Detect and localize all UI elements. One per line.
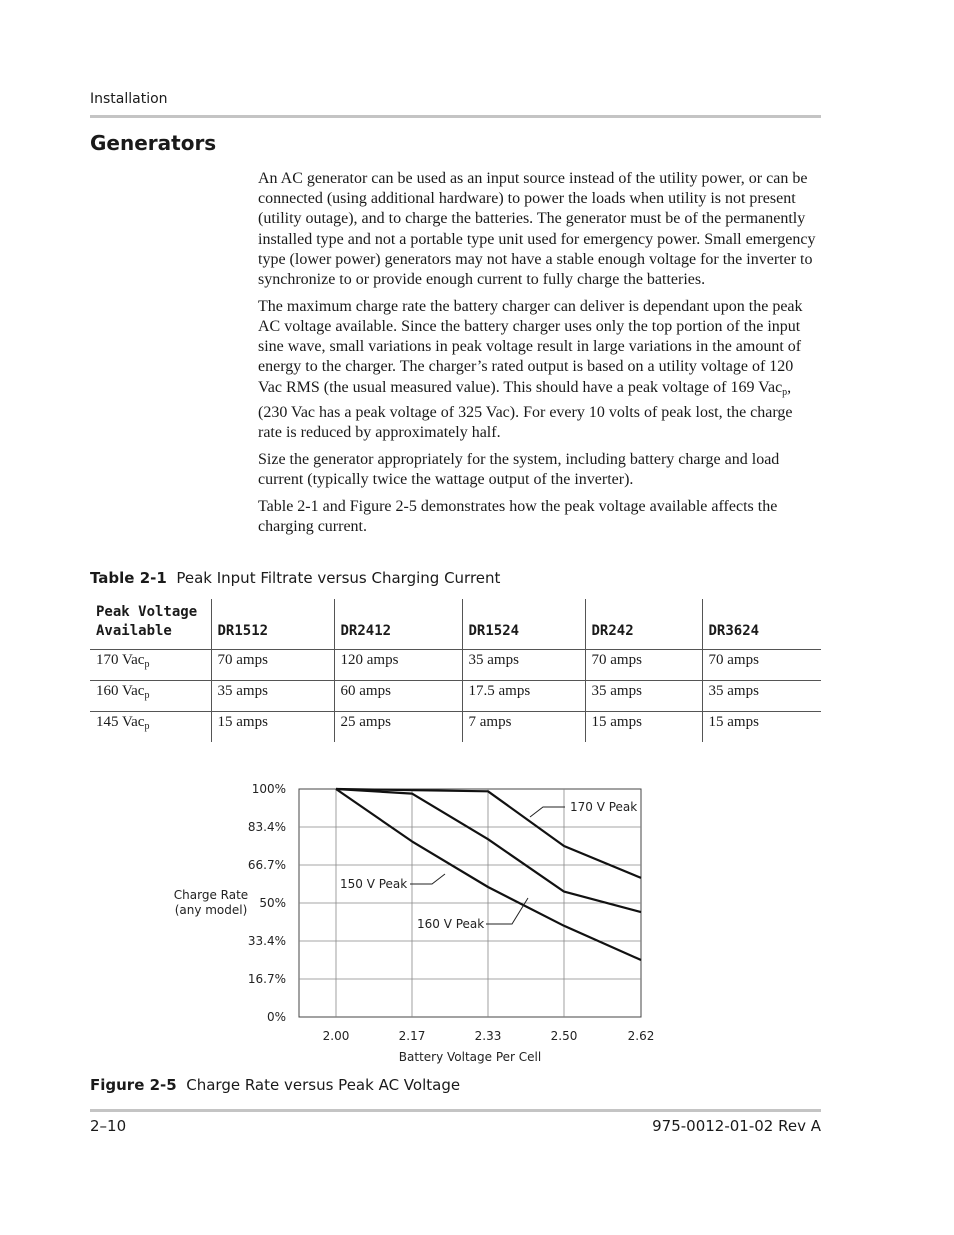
paragraph: Table 2-1 and Figure 2-5 demonstrates how the peak voltage available affects the charging current. bbox=[258, 497, 778, 535]
x-tick-label: 2.17 bbox=[398, 1029, 426, 1043]
table-caption bbox=[90, 569, 500, 587]
running-header: Installation bbox=[90, 91, 168, 107]
callout-leader bbox=[486, 898, 528, 924]
column-header: DR1512 bbox=[211, 599, 334, 650]
y-tick-label: 83.4% bbox=[247, 820, 286, 834]
x-tick-label: 2.33 bbox=[474, 1029, 502, 1043]
column-header: Peak Voltage Available bbox=[90, 599, 211, 650]
callout-leader bbox=[410, 874, 445, 884]
column-header: DR3624 bbox=[702, 599, 821, 650]
table-row bbox=[90, 650, 821, 681]
figure-caption bbox=[90, 1076, 460, 1094]
table-caption-text: Peak Input Filtrate versus Charging Current bbox=[176, 569, 501, 587]
series-callout-label: 160 V Peak bbox=[417, 917, 485, 931]
series-callout-label: 170 V Peak bbox=[570, 800, 638, 814]
body-text bbox=[258, 169, 818, 543]
charge-rate-chart bbox=[160, 770, 660, 1070]
table-cell: 15 amps bbox=[702, 712, 821, 743]
paragraph-text: The maximum charge rate the battery charger can deliver is dependant upon the peak AC voltage available. Since the battery charger uses only the top portion of the input sine wave, small variations in peak voltage result in large variations in the amount of energy to the charger. The charger’s rated output is based on a utility voltage of 120 Vac RMS (the usual measured value). This should have a peak voltage of 169 Vac bbox=[258, 297, 803, 396]
table-cell: 35 amps bbox=[702, 681, 821, 712]
table-cell: 35 amps bbox=[462, 650, 585, 681]
table-header-row bbox=[90, 599, 821, 650]
table-cell: 35 amps bbox=[211, 681, 334, 712]
table-cell: 25 amps bbox=[334, 712, 462, 743]
table-cell: 7 amps bbox=[462, 712, 585, 743]
header-rule bbox=[90, 115, 821, 118]
column-header: DR1524 bbox=[462, 599, 585, 650]
table-cell: 15 amps bbox=[585, 712, 702, 743]
table-row bbox=[90, 712, 821, 743]
x-axis-label: Battery Voltage Per Cell bbox=[398, 1050, 542, 1064]
y-tick-label: 100% bbox=[251, 782, 286, 796]
subscript: p bbox=[782, 386, 788, 398]
table-cell: 145 Vac$_p$ bbox=[96, 714, 150, 732]
document-number: 975-0012-01-02 Rev A bbox=[652, 1117, 821, 1135]
table-cell: 70 amps bbox=[702, 650, 821, 681]
table-cell: 17.5 amps bbox=[462, 681, 585, 712]
series-callout-label: 150 V Peak bbox=[340, 877, 408, 891]
paragraph bbox=[258, 297, 818, 443]
table-cell: 120 amps bbox=[334, 650, 462, 681]
paragraph: An AC generator can be used as an input source instead of the utility power, or can be connected (using additional hardware) to power the loads when utility is not present (utility outage), and to charge the batteries. The generator must be of the permanently installed type and not a portable type unit used for emergency power. Small emergency type (lower power) generators may not have a stable enough voltage for the inverter to synchronize to or provide enough current to fully charge the batteries. bbox=[258, 170, 816, 289]
series-line-150-v-peak bbox=[336, 789, 641, 960]
paragraph-text: , (230 Vac has a peak voltage of 325 Vac). For every 10 volts of peak lost, the charge rate is reduced by approximately half. bbox=[258, 378, 793, 441]
y-tick-label: 0% bbox=[266, 1010, 286, 1024]
table-cell: 160 Vac$_p$ bbox=[90, 681, 211, 712]
paragraph: Size the generator appropriately for the system, including battery charge and load current (typically twice the wattage output of the inverter). bbox=[258, 450, 780, 488]
column-header: DR2412 bbox=[334, 599, 462, 650]
y-axis-label: Charge Rate bbox=[173, 888, 249, 902]
y-tick-label: 16.7% bbox=[247, 972, 286, 986]
y-tick-label: 50% bbox=[259, 896, 286, 910]
y-axis-label: (any model) bbox=[174, 903, 248, 917]
footer-rule bbox=[90, 1109, 821, 1112]
table-cell: 35 amps bbox=[585, 681, 702, 712]
table-cell: 170 Vac$_p$ bbox=[90, 650, 211, 681]
table-cell: 15 amps bbox=[211, 712, 334, 743]
section-heading: Generators bbox=[90, 131, 217, 155]
figure-caption-text: Charge Rate versus Peak AC Voltage bbox=[186, 1076, 461, 1094]
table-cell: 70 amps bbox=[585, 650, 702, 681]
table-cell: 60 amps bbox=[334, 681, 462, 712]
callout-leader bbox=[530, 807, 565, 817]
figure-caption-label: Figure 2-5 bbox=[90, 1076, 177, 1094]
y-tick-label: 66.7% bbox=[247, 858, 286, 872]
y-tick-label: 33.4% bbox=[247, 934, 286, 948]
column-header: DR242 bbox=[585, 599, 702, 650]
x-tick-label: 2.00 bbox=[322, 1029, 350, 1043]
charging-current-table bbox=[90, 599, 821, 742]
page-number: 2–10 bbox=[90, 1117, 127, 1135]
table-row bbox=[90, 681, 821, 712]
x-tick-label: 2.62 bbox=[627, 1029, 655, 1043]
table-caption-label: Table 2-1 bbox=[90, 569, 167, 587]
x-tick-label: 2.50 bbox=[550, 1029, 578, 1043]
table-cell: 70 amps bbox=[211, 650, 334, 681]
